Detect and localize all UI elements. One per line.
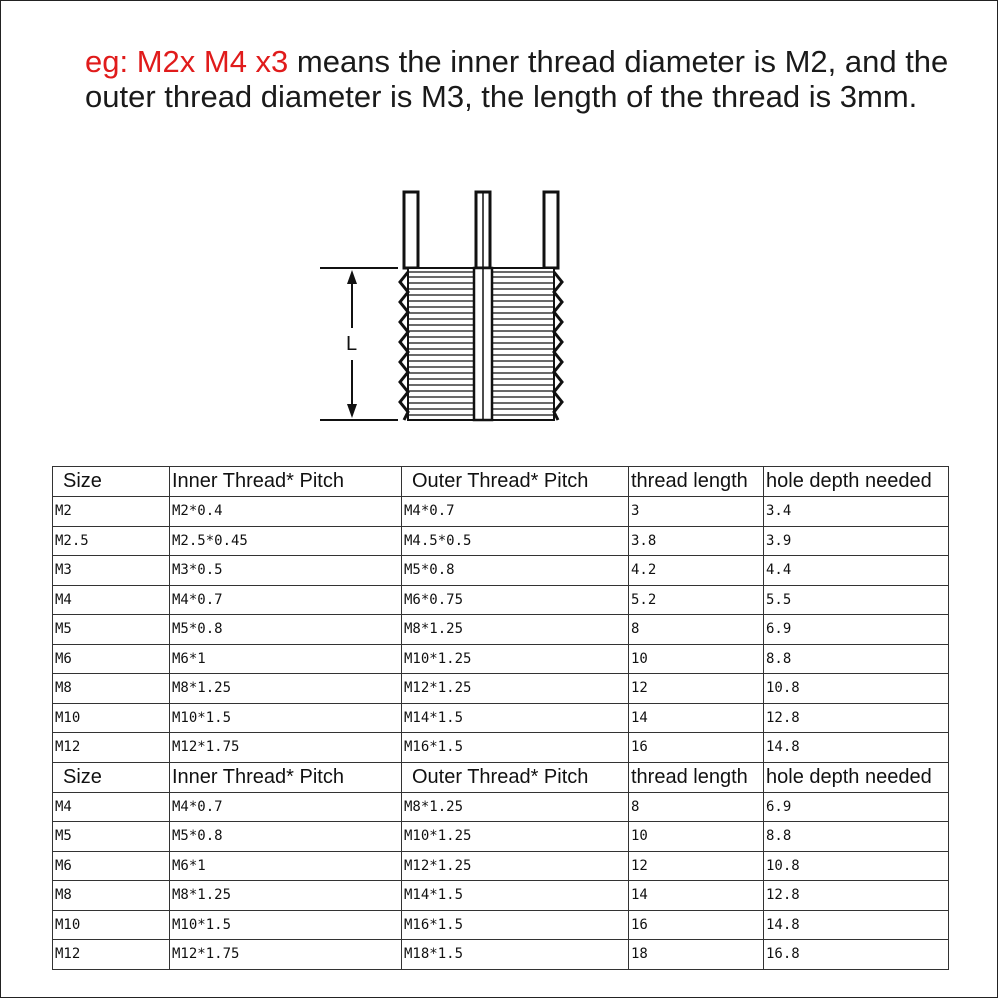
header-hole-depth: hole depth needed — [764, 762, 949, 792]
header-size: Size — [53, 467, 170, 497]
header-inner-thread-pitch: Inner Thread* Pitch — [170, 762, 402, 792]
table-row — [53, 733, 949, 763]
cell-size: M8 — [53, 674, 170, 704]
cell-size: M4 — [53, 585, 170, 615]
cell-outer-thread-pitch: M10*1.25 — [402, 822, 629, 852]
cell-hole-depth: 4.4 — [764, 556, 949, 586]
header-thread-length: thread length — [629, 467, 764, 497]
cell-inner-thread-pitch: M5*0.8 — [170, 822, 402, 852]
cell-hole-depth: 10.8 — [764, 674, 949, 704]
table-row — [53, 792, 949, 822]
cell-hole-depth: 5.5 — [764, 585, 949, 615]
cell-thread-length: 10 — [629, 822, 764, 852]
cell-hole-depth: 6.9 — [764, 615, 949, 645]
cell-inner-thread-pitch: M12*1.75 — [170, 940, 402, 970]
cell-thread-length: 12 — [629, 674, 764, 704]
cell-inner-thread-pitch: M2.5*0.45 — [170, 526, 402, 556]
cell-inner-thread-pitch: M5*0.8 — [170, 615, 402, 645]
header-outer-thread-pitch: Outer Thread* Pitch — [402, 762, 629, 792]
table-row — [53, 644, 949, 674]
cell-outer-thread-pitch: M18*1.5 — [402, 940, 629, 970]
cell-thread-length: 8 — [629, 615, 764, 645]
cell-thread-length: 16 — [629, 733, 764, 763]
cell-outer-thread-pitch: M8*1.25 — [402, 792, 629, 822]
cell-outer-thread-pitch: M14*1.5 — [402, 703, 629, 733]
cell-inner-thread-pitch: M10*1.5 — [170, 703, 402, 733]
table-row — [53, 940, 949, 970]
header-thread-length: thread length — [629, 762, 764, 792]
header-outer-thread-pitch: Outer Thread* Pitch — [402, 467, 629, 497]
cell-hole-depth: 8.8 — [764, 822, 949, 852]
cell-hole-depth: 14.8 — [764, 733, 949, 763]
cell-size: M10 — [53, 910, 170, 940]
header-inner-thread-pitch: Inner Thread* Pitch — [170, 467, 402, 497]
intro-explanation: means the inner thread diameter is M2, and the outer thread diameter is M3, the length of the thread is 3mm. — [85, 44, 949, 114]
cell-hole-depth: 3.4 — [764, 497, 949, 527]
cell-inner-thread-pitch: M8*1.25 — [170, 881, 402, 911]
insert-body — [400, 268, 562, 420]
cell-inner-thread-pitch: M2*0.4 — [170, 497, 402, 527]
table-row — [53, 822, 949, 852]
cell-thread-length: 18 — [629, 940, 764, 970]
right-prong — [544, 192, 558, 268]
cell-size: M12 — [53, 940, 170, 970]
header-size: Size — [53, 762, 170, 792]
length-dimension — [320, 268, 398, 420]
cell-thread-length: 8 — [629, 792, 764, 822]
length-label: L — [346, 333, 358, 355]
header-hole-depth: hole depth needed — [764, 467, 949, 497]
intro-text — [85, 44, 965, 114]
cell-thread-length: 3.8 — [629, 526, 764, 556]
cell-inner-thread-pitch: M12*1.75 — [170, 733, 402, 763]
left-prong — [404, 192, 418, 268]
cell-size: M2.5 — [53, 526, 170, 556]
cell-hole-depth: 6.9 — [764, 792, 949, 822]
cell-hole-depth: 12.8 — [764, 881, 949, 911]
cell-size: M2 — [53, 497, 170, 527]
insert-prongs — [404, 192, 558, 268]
table-row — [53, 703, 949, 733]
thread-spec-table — [52, 466, 949, 970]
cell-thread-length: 3 — [629, 497, 764, 527]
cell-size: M4 — [53, 792, 170, 822]
cell-outer-thread-pitch: M12*1.25 — [402, 851, 629, 881]
cell-thread-length: 16 — [629, 910, 764, 940]
table-row — [53, 674, 949, 704]
cell-size: M5 — [53, 822, 170, 852]
cell-inner-thread-pitch: M3*0.5 — [170, 556, 402, 586]
cell-size: M6 — [53, 644, 170, 674]
table-row — [53, 585, 949, 615]
cell-outer-thread-pitch: M6*0.75 — [402, 585, 629, 615]
cell-outer-thread-pitch: M8*1.25 — [402, 615, 629, 645]
table-row — [53, 910, 949, 940]
cell-hole-depth: 16.8 — [764, 940, 949, 970]
cell-outer-thread-pitch: M14*1.5 — [402, 881, 629, 911]
table-row — [53, 881, 949, 911]
cell-thread-length: 14 — [629, 703, 764, 733]
cell-hole-depth: 12.8 — [764, 703, 949, 733]
cell-outer-thread-pitch: M16*1.5 — [402, 733, 629, 763]
cell-inner-thread-pitch: M4*0.7 — [170, 792, 402, 822]
cell-inner-thread-pitch: M4*0.7 — [170, 585, 402, 615]
cell-thread-length: 5.2 — [629, 585, 764, 615]
cell-size: M10 — [53, 703, 170, 733]
table-row — [53, 497, 949, 527]
table-header-row — [53, 467, 949, 497]
cell-size: M12 — [53, 733, 170, 763]
table-row — [53, 615, 949, 645]
cell-inner-thread-pitch: M8*1.25 — [170, 674, 402, 704]
cell-inner-thread-pitch: M6*1 — [170, 851, 402, 881]
cell-thread-length: 10 — [629, 644, 764, 674]
table-row — [53, 851, 949, 881]
cell-size: M3 — [53, 556, 170, 586]
intro-highlight: eg: M2x M4 x3 — [85, 44, 289, 79]
cell-thread-length: 12 — [629, 851, 764, 881]
cell-hole-depth: 3.9 — [764, 526, 949, 556]
thread-insert-diagram — [300, 180, 600, 440]
cell-thread-length: 4.2 — [629, 556, 764, 586]
cell-outer-thread-pitch: M16*1.5 — [402, 910, 629, 940]
cell-outer-thread-pitch: M12*1.25 — [402, 674, 629, 704]
cell-inner-thread-pitch: M6*1 — [170, 644, 402, 674]
cell-outer-thread-pitch: M4*0.7 — [402, 497, 629, 527]
cell-size: M8 — [53, 881, 170, 911]
cell-hole-depth: 14.8 — [764, 910, 949, 940]
table-row — [53, 526, 949, 556]
cell-hole-depth: 10.8 — [764, 851, 949, 881]
cell-outer-thread-pitch: M5*0.8 — [402, 556, 629, 586]
cell-size: M5 — [53, 615, 170, 645]
cell-size: M6 — [53, 851, 170, 881]
cell-outer-thread-pitch: M4.5*0.5 — [402, 526, 629, 556]
cell-outer-thread-pitch: M10*1.25 — [402, 644, 629, 674]
table-row — [53, 556, 949, 586]
table-header-row — [53, 762, 949, 792]
cell-inner-thread-pitch: M10*1.5 — [170, 910, 402, 940]
cell-hole-depth: 8.8 — [764, 644, 949, 674]
cell-thread-length: 14 — [629, 881, 764, 911]
